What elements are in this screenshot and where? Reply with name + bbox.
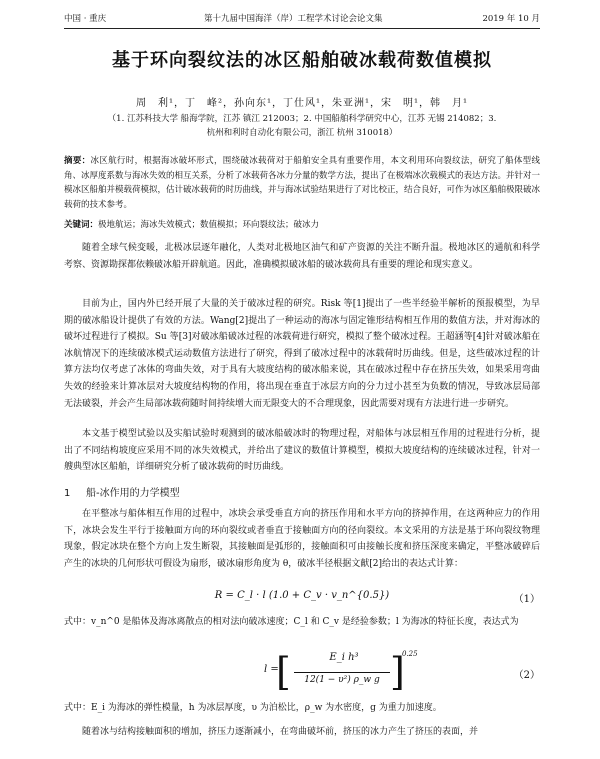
keywords-label: 关键词： — [64, 220, 99, 230]
body-paragraph: 随着冰与结构接触面积的增加，挤压力逐渐减小，在弯曲破坏前，挤压的冰力产生了挤压的表面，并 — [82, 727, 479, 737]
equation-1-expression: R = C_l · l (1.0 + C_v · v_n^{0.5}) — [214, 590, 390, 601]
header-rule — [64, 28, 540, 29]
affiliation-line: （1. 江苏科技大学 船海学院，江苏 镇江 212003；2. 中国船舶科学研究中心，江苏 无锡 214082；3. — [107, 114, 497, 124]
running-header — [64, 12, 540, 26]
paper-title: 基于环向裂纹法的冰区船舶破冰载荷数值模拟 — [112, 50, 492, 71]
body-paragraph: 目前为止，国内外已经开展了大量的关于破冰过程的研究。Risk 等[1]提出了一些半经验半解析的预报模型，为早期的破冰船设计提供了有效的方法。Wang[2]提出了一种运动的海冰与固定锥形结构相互作用的数值方法，并对海冰的破坏过程进行了模拟。Su 等[3]对破冰船破冰过程的冰载荷进行研究，模拟了整个破冰过程。王超涵等[4]针对破冰船在冰航情况下的连续破冰模式运动数值方法进行了研究，得到了破冰过程中的冰载荷时历曲线。但是，这些破冰过程的计算方法均仅考虑了冰体的弯曲失效，对于具有大坡度结构的破冰船来说，其在破冰过程中存在挤压失效，如果采用弯曲失效的经验来计算冰层对大坡度结构物的作用，将出现在垂直于冰层方向的分力过小甚至为负数的情况，导致冰层局部无法破裂，并会产生局部冰载荷随时间持续增大而无限变大的不合理现象，因此需要对现有方法进行进一步研究。 — [64, 299, 540, 409]
body-paragraph: 在平整冰与船体相互作用的过程中，冰块会承受垂直方向的挤压作用和水平方向的挤掉作用，在这两种应力的作用下，冰块会发生平行于接触面方向的环向裂纹或者垂直于接触面方向的径向裂纹。本文采用的方法是基于环向裂纹物理现象，假定冰块在整个方向上发生断裂，其接触面是弧形的，接触面积可由接触长度和挤压深度来确定，平整冰破碎后产生的冰块的几何形状可假设为扇形，破冰扇形角度为 θ，破冰半径根据文献[2]给出的表达式计算： — [64, 509, 540, 569]
equation-2-denominator: 12(1 − υ²) ρ_w g — [304, 675, 380, 685]
body-paragraph: 本文基于模型试验以及实船试验时观测到的破冰船破冰时的物理过程，对船体与冰层相互作用的过程进行分析，提出了不同结构坡度应采用不同的冰失效模式，并给出了建议的数值计算模型，模拟大坡度结构的连续破冰过程，针对一艘典型冰区船舶，详细研究分析了破冰载荷的时历曲线。 — [64, 429, 540, 473]
header-date: 2019 年 10 月 — [482, 14, 540, 24]
body-paragraph: 随着全球气候变暖，北极冰层逐年融化，人类对北极地区油气和矿产资源的关注不断升温。极地冰区的通航和科学考察、资源勘探都依赖破冰船开辟航道。因此，准确模拟破冰船的破冰载荷具有重要的理论和现实意义。 — [64, 243, 540, 270]
equation-2-expression — [264, 650, 418, 698]
left-bracket: [ — [276, 650, 291, 694]
equation-2-number: （2） — [513, 670, 540, 681]
abstract-text: 冰区航行时，根据海冰破坏形式，围绕破冰载荷对于船舶安全具有重要作用，本文利用环向裂纹法，研究了船体型线角、冰厚度系数与海冰失效的相互关系，分析了冰载荷各冰力分量的数学方法，提出了在极端冰次载模式的表达方法。并针对一模冰区船舶并模载荷模拟，估计破冰载荷的时历曲线，并与海冰试验结果进行了对比校正，结合良好，可作为冰区船舶极限破冰载荷的技术参考。 — [64, 156, 541, 210]
keywords — [64, 218, 540, 232]
equation-2-lhs: l = — [264, 664, 279, 675]
equation-1-definitions: 式中：v_n^0 是船体及海冰离散点的相对法向破冰速度；C_l 和 C_v 是经验参数；l 为海冰的特征长度，表达式为 — [64, 617, 519, 627]
header-proceedings: 第十九届中国海洋（岸）工程学术讨论会论文集 — [204, 14, 383, 24]
abstract-label: 摘要： — [64, 156, 91, 166]
equation-2-power: 0.25 — [402, 650, 418, 658]
equation-1-number: （1） — [513, 594, 540, 605]
section-number: 1 — [64, 488, 71, 499]
fraction-line — [294, 672, 390, 673]
affiliations — [70, 112, 534, 140]
equation-2-numerator: E_i h³ — [329, 652, 359, 663]
keywords-text: 极地航运；海冰失效模式；数值模拟；环向裂纹法；破冰力 — [98, 220, 320, 230]
right-bracket: ] — [390, 650, 405, 694]
affiliation-line: 杭州和利时自动化有限公司，浙江 杭州 310018） — [206, 128, 398, 138]
header-location: 中国 · 重庆 — [64, 14, 107, 24]
equation-2 — [64, 650, 540, 698]
equation-2-definitions: 式中：E_i 为海冰的弹性模量，h 为冰层厚度，υ 为泊松比，ρ_w 为水密度，g 为重力加速度。 — [64, 703, 442, 713]
section-heading — [64, 484, 540, 499]
abstract — [64, 154, 540, 212]
author-list: 周 利¹，丁 峰²，孙向东¹，丁仕风¹，朱亚洲¹，宋 明¹，韩 月¹ — [135, 98, 469, 109]
section-title: 船-冰作用的力学模型 — [86, 488, 180, 499]
